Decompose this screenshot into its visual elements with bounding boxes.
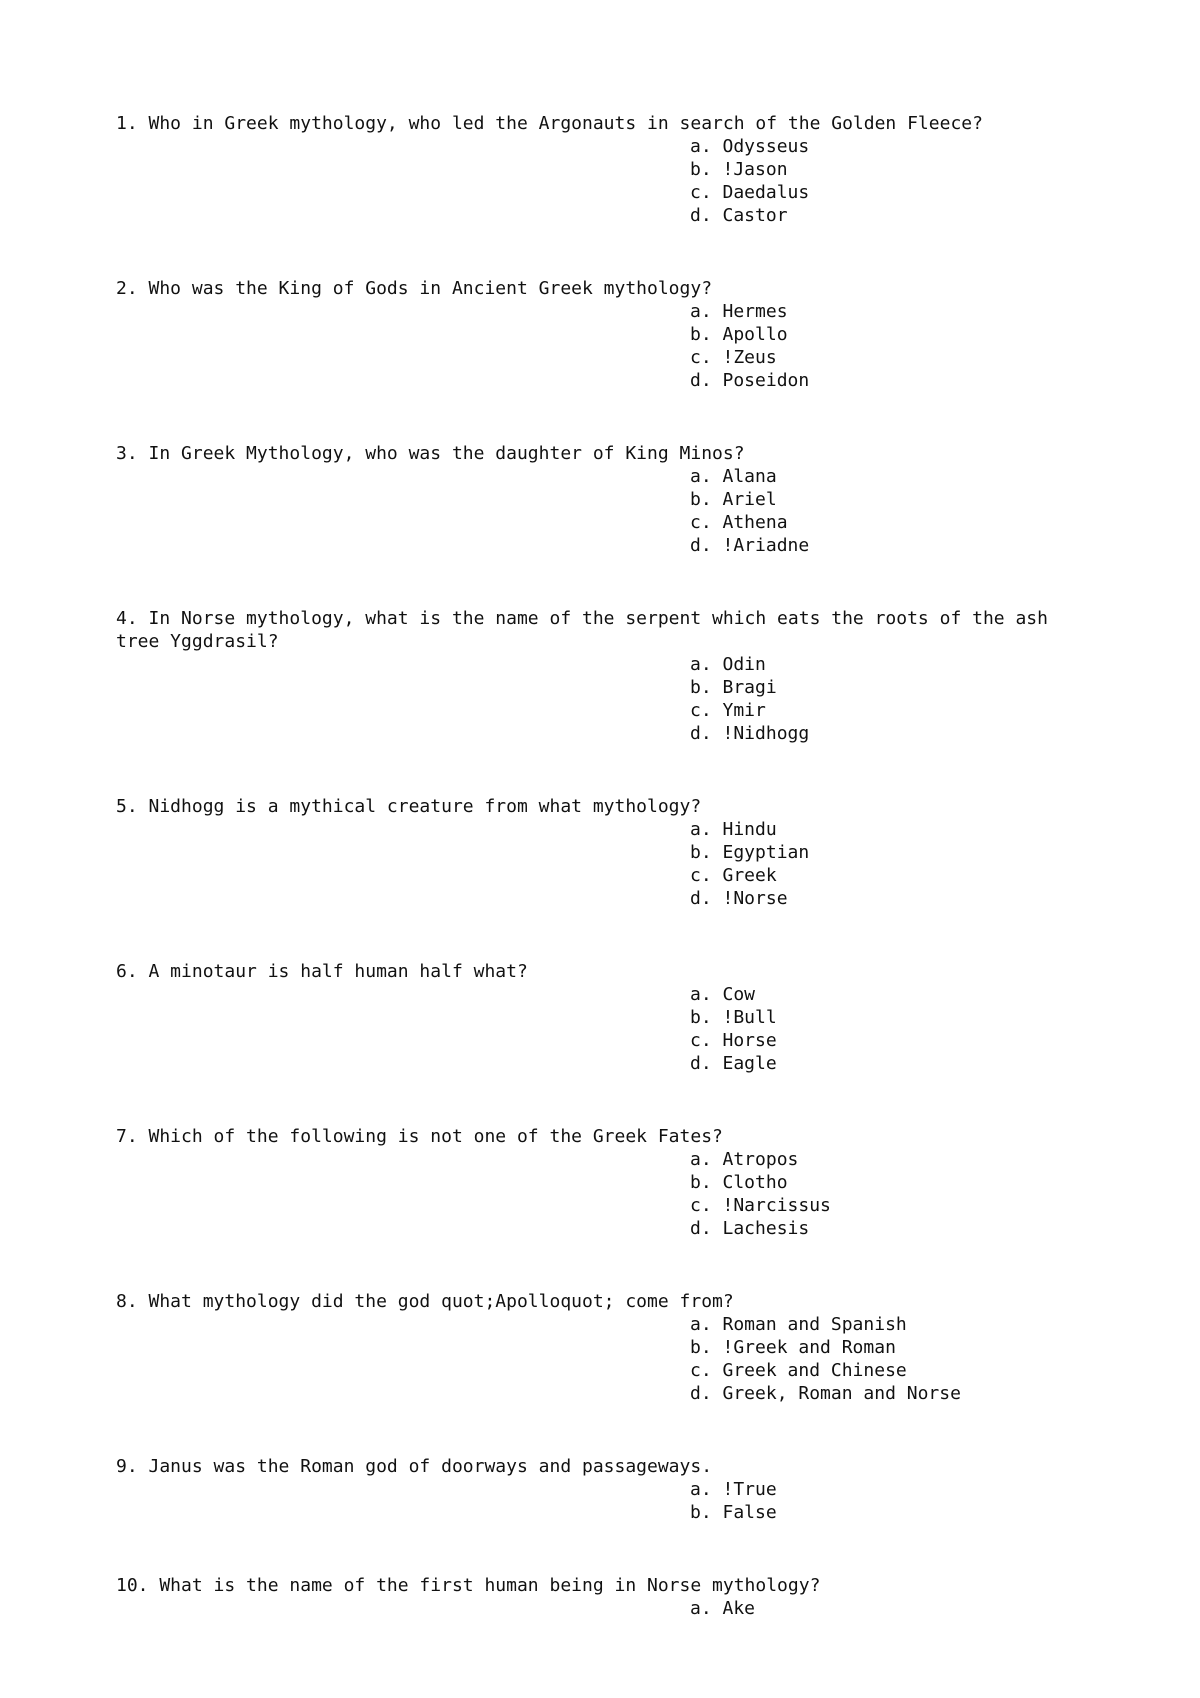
answer-option: b. !Greek and Roman (690, 1337, 896, 1358)
answer-option: d. Lachesis (690, 1218, 810, 1239)
answer-option: c. Athena (690, 512, 788, 533)
answer-option: c. Horse (690, 1030, 777, 1051)
question-text: 1. Who in Greek mythology, who led the Argonauts in search of the Golden Fleece? (116, 113, 983, 134)
answer-options (116, 818, 1096, 910)
question-block (116, 112, 1096, 227)
answer-options (116, 465, 1096, 557)
answer-option: a. Alana (690, 466, 777, 487)
answer-option: b. Clotho (690, 1172, 788, 1193)
answer-option: a. Ake (690, 1598, 756, 1619)
question-block (116, 795, 1096, 910)
answer-option: a. Atropos (690, 1149, 799, 1170)
question-text: 6. A minotaur is half human half what? (116, 961, 528, 982)
question-text: 8. What mythology did the god quot;Apolloquot; come from? (116, 1291, 734, 1312)
answer-option: d. Castor (690, 205, 788, 226)
answer-option: c. Ymir (690, 700, 766, 721)
answer-option: a. Odysseus (690, 136, 810, 157)
question-block (116, 607, 1096, 745)
question-text: 10. What is the name of the first human being in Norse mythology? (116, 1575, 821, 1596)
answer-option: a. Roman and Spanish (690, 1314, 907, 1335)
quiz-questions (116, 112, 1096, 1670)
question-text: 4. In Norse mythology, what is the name of the serpent which eats the roots of the ash tree Yggdrasil? (116, 608, 1059, 652)
question-block (116, 1125, 1096, 1240)
question-block (116, 442, 1096, 557)
answer-options (116, 135, 1096, 227)
answer-option: b. Egyptian (690, 842, 810, 863)
question-text: 7. Which of the following is not one of the Greek Fates? (116, 1126, 723, 1147)
question-text: 9. Janus was the Roman god of doorways and passageways. (116, 1456, 713, 1477)
answer-options (116, 653, 1096, 745)
answer-option: c. Greek (690, 865, 777, 886)
question-text: 3. In Greek Mythology, who was the daughter of King Minos? (116, 443, 745, 464)
question-block (116, 1455, 1096, 1524)
answer-option: b. !Jason (690, 159, 788, 180)
question-block (116, 960, 1096, 1075)
answer-option: d. !Ariadne (690, 535, 810, 556)
answer-option: b. Apollo (690, 324, 788, 345)
answer-option: a. Hindu (690, 819, 777, 840)
answer-options (116, 983, 1096, 1075)
answer-option: a. Cow (690, 984, 756, 1005)
answer-options (116, 1478, 1096, 1524)
question-block (116, 277, 1096, 392)
answer-option: d. !Nidhogg (690, 723, 810, 744)
answer-option: a. Odin (690, 654, 766, 675)
question-text: 2. Who was the King of Gods in Ancient Greek mythology? (116, 278, 713, 299)
answer-option: c. !Narcissus (690, 1195, 831, 1216)
answer-option: c. Greek and Chinese (690, 1360, 907, 1381)
answer-option: c. !Zeus (690, 347, 777, 368)
answer-options (116, 1148, 1096, 1240)
answer-option: d. Eagle (690, 1053, 777, 1074)
answer-options (116, 1313, 1096, 1405)
answer-option: d. Poseidon (690, 370, 810, 391)
answer-option: b. False (690, 1502, 777, 1523)
answer-option: d. !Norse (690, 888, 788, 909)
answer-option: d. Greek, Roman and Norse (690, 1383, 961, 1404)
question-text: 5. Nidhogg is a mythical creature from what mythology? (116, 796, 702, 817)
answer-options (116, 1597, 1096, 1620)
answer-option: c. Daedalus (690, 182, 810, 203)
answer-option: b. !Bull (690, 1007, 777, 1028)
question-block (116, 1574, 1096, 1620)
answer-option: b. Bragi (690, 677, 777, 698)
answer-options (116, 300, 1096, 392)
answer-option: a. !True (690, 1479, 777, 1500)
answer-option: b. Ariel (690, 489, 777, 510)
answer-option: a. Hermes (690, 301, 788, 322)
question-block (116, 1290, 1096, 1405)
